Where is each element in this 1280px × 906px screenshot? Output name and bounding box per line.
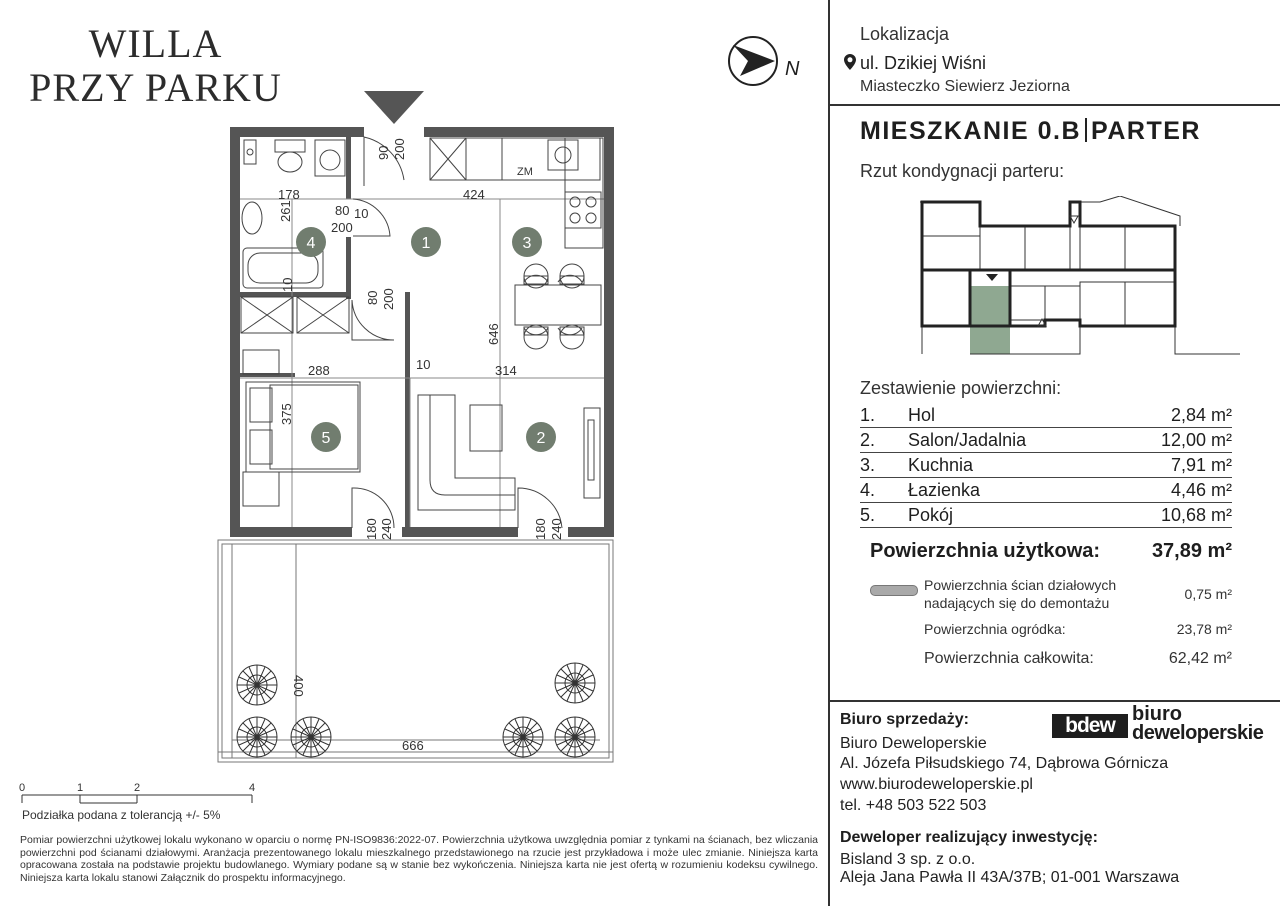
- walls-label-1: Powierzchnia ścian działowych: [924, 577, 1117, 593]
- building-key-plan: [920, 196, 1240, 356]
- kitchen-sink-icon: [548, 140, 578, 170]
- cooktop-icon: [565, 192, 601, 228]
- plant-icon: [237, 665, 277, 705]
- panel-divider: [828, 700, 1280, 702]
- title-separator: [1085, 118, 1087, 142]
- usable-area-label: Powierzchnia użytkowa:: [870, 540, 1101, 562]
- area-row-name: Pokój: [908, 505, 954, 525]
- garden-value: 23,78 m²: [1176, 621, 1232, 637]
- area-row: [860, 428, 1232, 453]
- plant-icon: [503, 717, 543, 757]
- tv-icon: [584, 408, 600, 498]
- bathroom-fixtures: [242, 140, 345, 288]
- dining-table: [515, 264, 601, 349]
- brand-line-1: WILLA: [88, 21, 223, 66]
- disclaimer: Pomiar powierzchni użytkowej lokalu wykonano w oparciu o normę PN-ISO9836:2022-07. Powierzchnia użytkowa uwzględnia pomiar z tynkami na ścianach, bez wliczania powierzchni pod ścianami działowymi. Aranżacja prezentowanego lokalu mieszkalnego przedstawionego na rzucie jest przykładowa i może ulec zmianie. Niniejsza karta opracowana została na podstawie projektu budowlanego. Wymiary podane są w stanie bez wykończenia. Niniejsza karta nie jest ofertą w rozumieniu kodeksu cywilnego. Niniejsza karta lokalu stanowi Załącznik do prospektu informacyjnego.: [20, 834, 818, 884]
- dim-label: 80: [365, 290, 380, 305]
- scale-label: 4: [248, 782, 256, 794]
- areas-title: Zestawienie powierzchni:: [860, 378, 1062, 398]
- plant-icon: [555, 717, 595, 757]
- plan-caption: Rzut kondygnacji parteru:: [860, 161, 1065, 181]
- dim-label: 180: [364, 518, 379, 540]
- living-furniture: [418, 395, 600, 510]
- apartment-floor: PARTER: [1091, 117, 1201, 145]
- plant-icon: [291, 717, 331, 757]
- location-street-text: ul. Dzikiej Wiśni: [860, 53, 987, 73]
- scale-bar: [22, 795, 252, 803]
- area-row-value: 12,00 m²: [1160, 430, 1232, 450]
- location-street: [860, 53, 986, 74]
- sales-phone: tel. +48 503 522 503: [840, 797, 987, 814]
- dim-label: 375: [279, 403, 294, 425]
- dim-label: 400: [291, 675, 306, 697]
- area-row-value: 7,91 m²: [1170, 455, 1232, 475]
- north-arrow-icon: [729, 37, 777, 85]
- room-number-1: 1: [421, 235, 431, 252]
- sink-icon: [242, 202, 262, 234]
- area-row-name: Kuchnia: [908, 455, 974, 475]
- scale-label: 0: [18, 782, 26, 794]
- north-label: N: [785, 58, 800, 80]
- area-row-value: 2,84 m²: [1170, 405, 1232, 425]
- area-row-number: 2.: [860, 430, 876, 450]
- scale-label: 2: [133, 782, 141, 794]
- dim-label: 288: [308, 363, 330, 378]
- room-number-2: 2: [536, 430, 546, 447]
- dim-label: 261: [278, 200, 293, 222]
- panel-divider: [828, 104, 1280, 106]
- dim-label: 666: [402, 738, 424, 753]
- sales-address: Al. Józefa Piłsudskiego 74, Dąbrowa Górnicza: [840, 755, 1169, 772]
- room-numbers: [307, 235, 546, 447]
- room-number-4: 4: [306, 235, 316, 252]
- dim-label: 200: [392, 138, 407, 160]
- area-row: [860, 453, 1232, 478]
- developer-title: Deweloper realizujący inwestycję:: [840, 829, 1098, 846]
- map-pin-icon: [844, 54, 856, 70]
- dim-label: ZM: [517, 166, 533, 178]
- panel-divider: [828, 0, 830, 906]
- bdew-logo-mark: bdew: [1052, 714, 1128, 738]
- area-row: [860, 478, 1232, 503]
- area-row-name: Hol: [908, 405, 936, 425]
- bdew-logo-text-2: deweloperskie: [1132, 722, 1264, 744]
- location-title: Lokalizacja: [860, 24, 950, 44]
- garden-label: Powierzchnia ogródka:: [924, 621, 1066, 637]
- sales-title: Biuro sprzedaży:: [840, 711, 969, 728]
- dim-label: 314: [495, 363, 517, 378]
- dim-label: 200: [331, 220, 353, 235]
- room-number-3: 3: [522, 235, 532, 252]
- plant-icon: [237, 717, 277, 757]
- fridge-icon: [466, 138, 502, 180]
- dim-label: 10: [280, 277, 295, 292]
- dim-label: 80: [335, 203, 350, 218]
- apartment-title: [860, 117, 1201, 146]
- sales-name: Biuro Deweloperskie: [840, 735, 987, 752]
- dim-label: 240: [379, 518, 394, 540]
- area-row: [860, 403, 1232, 428]
- brand-line-2: PRZY PARKU: [29, 65, 282, 110]
- dim-label: 180: [533, 518, 548, 540]
- area-row-value: 4,46 m²: [1170, 480, 1232, 500]
- bdew-logo-text-1: biuro: [1132, 703, 1182, 725]
- area-row-number: 4.: [860, 480, 876, 500]
- room-badges: [296, 227, 556, 452]
- scale-label: 1: [76, 782, 84, 794]
- walls-value: 0,75 m²: [1184, 586, 1232, 602]
- area-row-number: 1.: [860, 405, 876, 425]
- total-area-label: Powierzchnia całkowita:: [924, 650, 1094, 667]
- area-row-name: Łazienka: [908, 480, 981, 500]
- walls-label-2: nadających się do demontażu: [924, 595, 1110, 611]
- dim-label: 90: [376, 145, 391, 160]
- location-area: Miasteczko Siewierz Jeziorna: [860, 78, 1070, 95]
- scale-note: Podziałka podana z tolerancją +/- 5%: [22, 808, 221, 822]
- area-row-number: 5.: [860, 505, 876, 525]
- sales-website-link[interactable]: www.biurodeweloperskie.pl: [840, 776, 1033, 793]
- toilet-icon: [275, 140, 305, 152]
- washing-machine-icon: [315, 140, 345, 176]
- dim-label: 178: [278, 187, 300, 202]
- doors: [352, 137, 562, 528]
- area-row-name: Salon/Jadalnia: [908, 430, 1027, 450]
- area-row-value: 10,68 m²: [1160, 505, 1232, 525]
- area-row: [860, 503, 1232, 528]
- dim-label: 240: [549, 518, 564, 540]
- dim-label: 10: [354, 206, 369, 221]
- dim-label: 424: [463, 187, 485, 202]
- dim-label: 646: [486, 323, 501, 345]
- usable-area-value: 37,89 m²: [1151, 540, 1232, 562]
- walls-legend-swatch: [870, 585, 918, 596]
- bed: [243, 382, 360, 506]
- developer-name: Bisland 3 sp. z o.o.: [840, 851, 976, 868]
- wardrobes: [241, 297, 349, 374]
- entrance-marker-icon: [364, 91, 424, 124]
- plant-icon: [555, 663, 595, 703]
- scale-labels: [19, 782, 255, 794]
- total-area-value: 62,42 m²: [1168, 650, 1232, 667]
- area-row-number: 3.: [860, 455, 876, 475]
- garden: [218, 540, 613, 762]
- dim-label: 200: [381, 288, 396, 310]
- dim-label: 10: [416, 357, 431, 372]
- developer-address: Aleja Jana Pawła II 43A/37B; 01-001 Warszawa: [840, 869, 1180, 886]
- room-number-5: 5: [321, 430, 331, 447]
- apartment-number: MIESZKANIE 0.B: [860, 117, 1082, 145]
